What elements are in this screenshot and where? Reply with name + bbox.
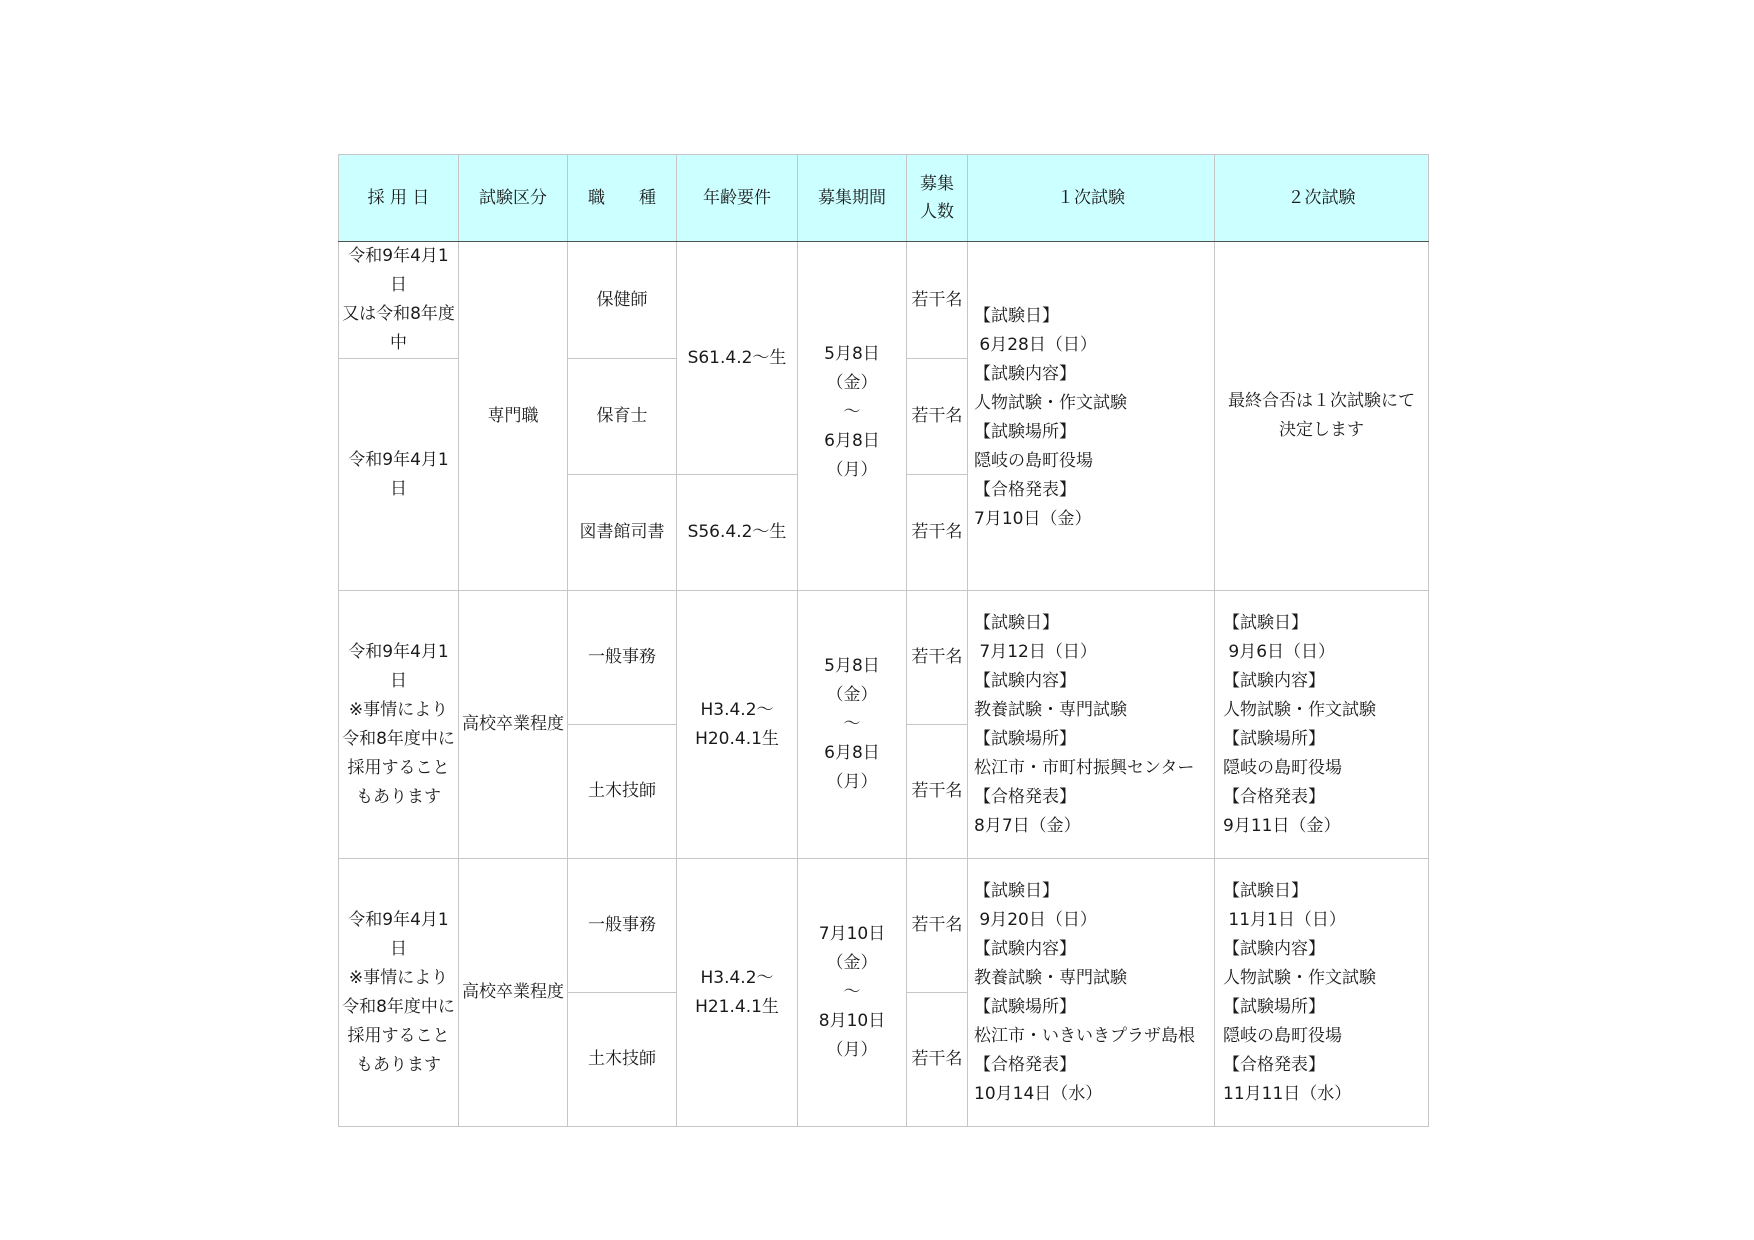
first-exam-cell: 【試験日】 9月20日（日） 【試験内容】 教養試験・専門試験 【試験場所】 松江市・いきいきプラザ島根 【合格発表】 10月14日（水） xyxy=(968,859,1215,1127)
header-application-period: 募集期間 xyxy=(798,155,907,242)
recruit-count-cell: 若干名 xyxy=(907,591,968,725)
job-type-cell: 土木技師 xyxy=(568,725,677,859)
table-row xyxy=(339,591,1429,725)
job-type-cell: 土木技師 xyxy=(568,993,677,1127)
exam-category-cell: 高校卒業程度 xyxy=(459,859,568,1127)
application-period-cell: 5月8日 （金） ～ 6月8日 （月） xyxy=(798,591,907,859)
recruit-count-cell: 若干名 xyxy=(907,242,968,359)
recruit-count-cell: 若干名 xyxy=(907,475,968,591)
hire-date-cell: 令和9年4月1日 xyxy=(339,359,459,591)
first-exam-cell: 【試験日】 7月12日（日） 【試験内容】 教養試験・専門試験 【試験場所】 松江市・市町村振興センター 【合格発表】 8月7日（金） xyxy=(968,591,1215,859)
table-row xyxy=(339,242,1429,301)
age-requirement-cell: H3.4.2～ H20.4.1生 xyxy=(677,591,798,859)
header-recruit-count: 募集 人数 xyxy=(907,155,968,242)
exam-category-cell: 高校卒業程度 xyxy=(459,591,568,859)
header-job-type: 職 種 xyxy=(568,155,677,242)
header-exam-category: 試験区分 xyxy=(459,155,568,242)
header-second-exam: ２次試験 xyxy=(1215,155,1429,242)
second-exam-cell: 【試験日】 9月6日（日） 【試験内容】 人物試験・作文試験 【試験場所】 隠岐の島町役場 【合格発表】 9月11日（金） xyxy=(1215,591,1429,859)
age-requirement-cell: S61.4.2～生 xyxy=(677,242,798,475)
second-exam-cell: 【試験日】 11月1日（日） 【試験内容】 人物試験・作文試験 【試験場所】 隠岐の島町役場 【合格発表】 11月11日（水） xyxy=(1215,859,1429,1127)
recruit-count-cell: 若干名 xyxy=(907,993,968,1127)
hire-date-cell: 令和9年4月1日 ※事情により令和8年度中に採用することもあります xyxy=(339,591,459,859)
job-type-cell: 保健師 xyxy=(568,242,677,359)
table-row xyxy=(339,859,1429,993)
job-type-cell: 保育士 xyxy=(568,359,677,475)
application-period-cell: 7月10日 （金） ～ 8月10日 （月） xyxy=(798,859,907,1127)
application-period-cell: 5月8日 （金） ～ 6月8日 （月） xyxy=(798,242,907,591)
header-first-exam: １次試験 xyxy=(968,155,1215,242)
age-requirement-cell: S56.4.2～生 xyxy=(677,475,798,591)
second-exam-cell: 最終合否は１次試験にて決定します xyxy=(1215,242,1429,591)
exam-category-cell: 専門職 xyxy=(459,242,568,591)
job-type-cell: 一般事務 xyxy=(568,859,677,993)
recruitment-table xyxy=(338,154,1429,1127)
hire-date-cell: 令和9年4月1日 ※事情により令和8年度中に採用することもあります xyxy=(339,859,459,1127)
recruit-count-cell: 若干名 xyxy=(907,359,968,475)
recruit-count-cell: 若干名 xyxy=(907,859,968,993)
job-type-cell: 一般事務 xyxy=(568,591,677,725)
header-age-requirement: 年齢要件 xyxy=(677,155,798,242)
header-row xyxy=(339,155,1429,242)
header-hire-date: 採 用 日 xyxy=(339,155,459,242)
job-type-cell: 図書館司書 xyxy=(568,475,677,591)
age-requirement-cell: H3.4.2～ H21.4.1生 xyxy=(677,859,798,1127)
recruit-count-cell: 若干名 xyxy=(907,725,968,859)
first-exam-cell: 【試験日】 6月28日（日） 【試験内容】 人物試験・作文試験 【試験場所】 隠岐の島町役場 【合格発表】 7月10日（金） xyxy=(968,242,1215,591)
hire-date-cell: 令和9年4月1日 又は令和8年度中 xyxy=(339,242,459,359)
